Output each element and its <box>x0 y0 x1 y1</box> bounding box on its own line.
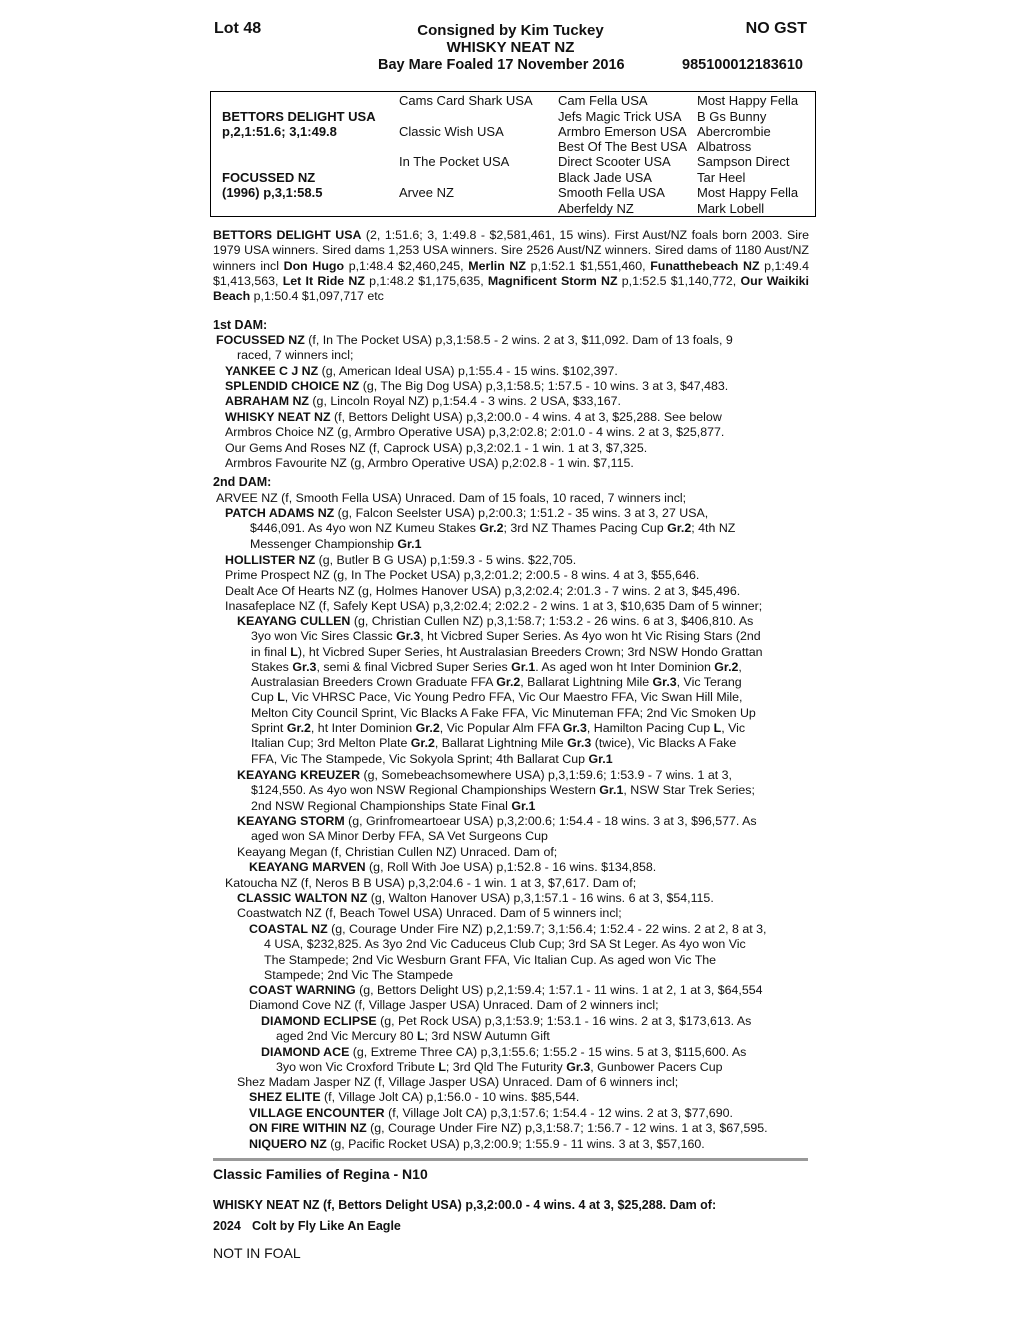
pedigree-sire: BETTORS DELIGHT USA <box>222 109 376 124</box>
foal-status: NOT IN FOAL <box>213 1245 301 1261</box>
list-item: Shez Madam Jasper NZ (f, Village Jasper USA) Unraced. Dam of 6 winners incl; <box>237 1075 679 1089</box>
list-item: KEAYANG MARVEN (g, Roll With Joe USA) p,1:52.8 - 16 wins. $134,858. <box>249 860 657 874</box>
horse-name: WHISKY NEAT NZ <box>446 39 575 56</box>
family-heading: Classic Families of Regina - N10 <box>213 1166 428 1182</box>
list-item: YANKEE C J NZ (g, American Ideal USA) p,1:55.4 - 15 wins. $102,397. <box>225 364 618 378</box>
pedigree-dam-record: (1996) p,3,1:58.5 <box>222 185 323 200</box>
list-item: COAST WARNING (g, Bettors Delight US) p,2,1:59.4; 1:57.1 - 11 wins. 1 at 2, 1 at 3, $64,554 <box>249 983 763 997</box>
second-dam-intro: ARVEE NZ (f, Smooth Fella USA) Unraced. Dam of 15 foals, 10 raced, 7 winners incl; <box>216 491 687 505</box>
second-dam-label: 2nd DAM: <box>213 475 272 489</box>
first-dam-intro: FOCUSSED NZ (f, In The Pocket USA) p,3,1:58.5 - 2 wins. 2 at 3, $11,092. Dam of 13 foals, 9 raced, 7 winners incl; <box>216 333 733 363</box>
pedigree-g3: Black Jade USA <box>558 170 652 185</box>
pedigree-g3: Smooth Fella USA <box>558 185 665 200</box>
list-item: Diamond Cove NZ (f, Village Jasper USA) Unraced. Dam of 2 winners incl; <box>249 998 659 1012</box>
pedigree-g2: In The Pocket USA <box>399 154 510 169</box>
pedigree-g2: Classic Wish USA <box>399 124 504 139</box>
produce-summary: WHISKY NEAT NZ (f, Bettors Delight USA) p,3,2:00.0 - 4 wins. 4 at 3, $25,288. Dam of: <box>213 1198 717 1212</box>
pedigree-g4: Tar Heel <box>697 170 746 185</box>
list-item: KEAYANG KREUZER (g, Somebeachsomewhere USA) p,3,1:59.6; 1:53.9 - 7 wins. 1 at 3, $124,550. As 4yo won NSW Regional Championships Western Gr.1, NSW Star Trek Series; 2nd NSW Regional Championships State Final Gr.1 <box>237 768 755 813</box>
pedigree-g3: Cam Fella USA <box>558 93 648 108</box>
list-item: HOLLISTER NZ (g, Butler B G USA) p,1:59.3 - 5 wins. $22,705. <box>225 553 577 567</box>
pedigree-g3: Armbro Emerson USA <box>558 124 687 139</box>
list-item: PATCH ADAMS NZ (g, Falcon Seelster USA) p,2:00.3; 1:51.2 - 35 wins. 3 at 3, 27 USA, $446,091. As 4yo won NZ Kumeu Stakes Gr.2; 3rd NZ Thames Pacing Cup Gr.2; 4th NZ Messenger Championship Gr.1 <box>225 506 736 551</box>
list-item: Coastwatch NZ (f, Beach Towel USA) Unraced. Dam of 5 winners incl; <box>237 906 622 920</box>
list-item: KEAYANG STORM (g, Grinfromeartoear USA) p,3,2:00.6; 1:54.4 - 18 wins. 3 at 3, $96,577. As aged won SA Minor Derby FFA, SA Vet Surgeons Cup <box>237 814 757 844</box>
pedigree-g4: Mark Lobell <box>697 201 765 216</box>
foaled-info: Bay Mare Foaled 17 November 2016 <box>378 57 625 73</box>
pedigree-sire-record: p,2,1:51.6; 3,1:49.8 <box>222 124 337 139</box>
list-item: DIAMOND ACE (g, Extreme Three CA) p,3,1:55.6; 1:55.2 - 15 wins. 5 at 3, $115,600. As 3yo won Vic Croxford Tribute L; 3rd Qld The Futurity Gr.3, Gunbower Pacers Cup <box>261 1045 747 1075</box>
gst-status: NO GST <box>745 20 807 37</box>
list-item: Inasafeplace NZ (f, Safely Kept USA) p,3,2:02.4; 2:02.2 - 2 wins. 1 at 3, $10,635 Dam of 5 winner; <box>225 599 763 613</box>
list-item: ON FIRE WITHIN NZ (g, Courage Under Fire NZ) p,3,1:58.7; 1:56.7 - 12 wins. 1 at 3, $67,595. <box>249 1121 768 1135</box>
list-item: SPLENDID CHOICE NZ (g, The Big Dog USA) p,3,1:58.5; 1:57.5 - 10 wins. 3 at 3, $47,483. <box>225 379 729 393</box>
list-item: Dealt Ace Of Hearts NZ (g, Holmes Hanover USA) p,3,2:02.4; 2:01.3 - 7 wins. 2 at 3, $45,496. <box>225 584 741 598</box>
list-item: Keayang Megan (f, Christian Cullen NZ) Unraced. Dam of; <box>237 845 558 859</box>
progeny-detail: Colt by Fly Like An Eagle <box>252 1219 401 1233</box>
section-divider <box>213 1158 808 1161</box>
pedigree-g3: Best Of The Best USA <box>558 139 688 154</box>
list-item: DIAMOND ECLIPSE (g, Pet Rock USA) p,3,1:53.9; 1:53.1 - 16 wins. 2 at 3, $173,613. As aged 2nd Vic Mercury 80 L; 3rd NSW Autumn Gift <box>261 1014 752 1044</box>
consignor: Consigned by Kim Tuckey <box>417 22 604 39</box>
pedigree-g4: Most Happy Fella <box>697 185 799 200</box>
progeny-year: 2024 <box>213 1219 241 1233</box>
list-item: KEAYANG CULLEN (g, Christian Cullen NZ) p,3,1:58.7; 1:53.2 - 26 wins. 6 at 3, $406,810. As 3yo won Vic Sires Classic Gr.3, ht Vicbred Super Series. As 4yo won ht Vic Rising Stars (2nd in final L), ht Vicbred Super Series, ht Australasian Breeders Crown; 3rd NSW Hondo Grattan Stakes Gr.3, semi & final Vicbred Super Series Gr.1. As aged won ht Inter Dominion Gr.2, Australasian Breeders Crown Graduate FFA Gr.2, Ballarat Lightning Mile Gr.3, Vic Terang Cup L, Vic VHRSC Pace, Vic Young Pedro FFA, Vic Our Maestro FFA, Vic Swan Hill Mile, Melton City Council Sprint, Vic Blacks A Fake FFA, Vic Minuteman FFA; 2nd Vic Smoken Up Sprint Gr.2, ht Inter Dominion Gr.2, Vic Popular Alm FFA Gr.3, Hamilton Pacing Cup L, Vic Italian Cup; 3rd Melton Plate Gr.2, Ballarat Lightning Mile Gr.3 (twice), Vic Blacks A Fake FFA, Vic The Stampede, Vic Sokyola Sprint; 4th Ballarat Cup Gr.1 <box>237 614 763 766</box>
list-item: Armbros Favourite NZ (g, Armbro Operative USA) p,2:02.8 - 1 win. $7,115. <box>225 456 634 470</box>
pedigree-g2: Arvee NZ <box>399 185 454 200</box>
pedigree-g3: Jefs Magic Trick USA <box>558 109 682 124</box>
pedigree-g3: Direct Scooter USA <box>558 154 671 169</box>
pedigree-g4: Sampson Direct <box>697 154 790 169</box>
list-item: CLASSIC WALTON NZ (g, Walton Hanover USA) p,3,1:57.1 - 16 wins. 6 at 3, $54,115. <box>237 891 714 905</box>
list-item: WHISKY NEAT NZ (f, Bettors Delight USA) p,3,2:00.0 - 4 wins. 4 at 3, $25,288. See below <box>225 410 722 424</box>
list-item: COASTAL NZ (g, Courage Under Fire NZ) p,2,1:59.7; 3,1:56.4; 1:52.4 - 22 wins. 2 at 2, 8 at 3, 4 USA, $232,825. As 3yo 2nd Vic Caduceus Club Cup; 3rd SA St Leger. As 4yo won Vic The Stampede; 2nd Vic Wesburn Grant FFA, Vic Italian Cup. As aged won Vic The Stampede; 2nd Vic The Stampede <box>249 922 767 982</box>
list-item: Katoucha NZ (f, Neros B B USA) p,3,2:04.6 - 1 win. 1 at 3, $7,617. Dam of; <box>225 876 637 890</box>
pedigree-g3: Aberfeldy NZ <box>558 201 634 216</box>
pedigree-g2: Cams Card Shark USA <box>399 93 533 108</box>
pedigree-g4: Abercrombie <box>697 124 771 139</box>
pedigree-g4: Albatross <box>697 139 752 154</box>
pedigree-g4: Most Happy Fella <box>697 93 799 108</box>
list-item: Our Gems And Roses NZ (f, Caprock USA) p,3,2:02.1 - 1 win. 1 at 3, $7,325. <box>225 441 648 455</box>
pedigree-dam: FOCUSSED NZ <box>222 170 316 185</box>
list-item: ABRAHAM NZ (g, Lincoln Royal NZ) p,1:54.4 - 3 wins. 2 USA, $33,167. <box>225 394 621 408</box>
lot-number: Lot 48 <box>214 20 262 37</box>
pedigree-g4: B Gs Bunny <box>697 109 767 124</box>
first-dam-label: 1st DAM: <box>213 318 268 332</box>
sire-summary: BETTORS DELIGHT USA (2, 1:51.6; 3, 1:49.8 - $2,581,461, 15 wins). First Aust/NZ foals born 2003. Sire 1979 USA winners. Sired dams 1,253 USA winners. Sire 2526 Aust/NZ winners. Sired dams of 1180 Aust/NZ winners incl Don Hugo p,1:48.4 $2,460,245, Merlin NZ p,1:52.1 $1,551,460, Funatthebeach NZ p,1:49.4 $1,413,563, Let It Ride NZ p,1:48.2 $1,175,635, Magnificent Storm NZ p,1:52.5 $1,140,772, Our Waikiki Beach p,1:50.4 $1,097,717 etc <box>213 228 809 304</box>
list-item: VILLAGE ENCOUNTER (f, Village Jolt CA) p,3,1:57.6; 1:54.4 - 12 wins. 2 at 3, $77,690. <box>249 1106 733 1120</box>
list-item: SHEZ ELITE (f, Village Jolt CA) p,1:56.0 - 10 wins. $85,544. <box>249 1090 580 1104</box>
list-item: Armbros Choice NZ (g, Armbro Operative USA) p,3,2:02.8; 2:01.0 - 4 wins. 2 at 3, $25,877. <box>225 425 725 439</box>
microchip-number: 985100012183610 <box>682 57 803 73</box>
list-item: Prime Prospect NZ (g, In The Pocket USA) p,3,2:01.2; 2:00.5 - 8 wins. 4 at 3, $55,646. <box>225 568 700 582</box>
list-item: NIQUERO NZ (g, Pacific Rocket USA) p,3,2:00.9; 1:55.9 - 11 wins. 3 at 3, $57,160. <box>249 1137 705 1151</box>
